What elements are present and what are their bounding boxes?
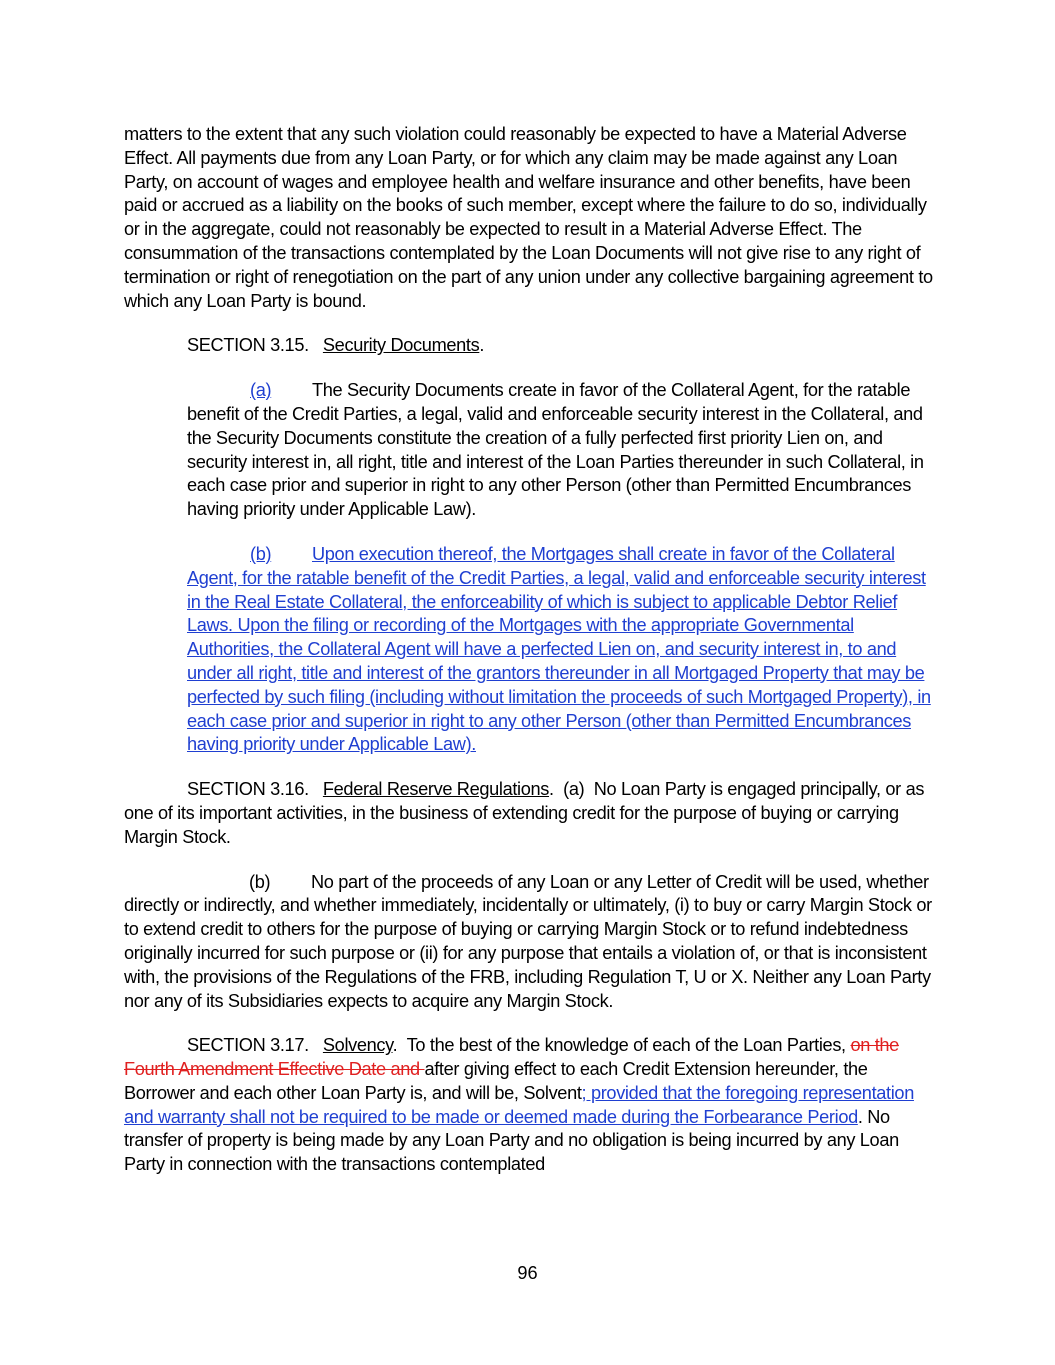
section-3-15-b xyxy=(187,543,936,757)
section-3-17-text-2: after giving effect to each Credit Extension hereunder, the Borrower and each other Loan Party is, and will be, Solvent xyxy=(124,1059,868,1103)
section-3-17-deleted-text: on the Fourth Amendment Effective Date and xyxy=(124,1035,899,1080)
section-3-16-b-text: No part of the proceeds of any Loan or any Letter of Credit will be used, whether directly or indirectly, and whether immediately, incidentally or ultimately, (i) to buy or carry Margin Stock or to extend credit to others for the purpose of buying or carrying Margin Stock or to refund indebtedness originally incurred for such purpose or (ii) for any purpose that entails a violation of, or that is inconsistent with, the provisions of the Regulations of the FRB, including Regulation T, U or X. Neither any Loan Party nor any of its Subsidiaries expects to acquire any Margin Stock. xyxy=(124,871,932,1011)
section-3-17-inserted-text: ; provided that the foregoing representation and warranty shall not be required to be made or deemed made during the Forbearance Period xyxy=(124,1082,914,1127)
section-3-17-heading: SECTION 3.17. Solvency. To the best of the knowledge of each of the Loan Parties, on the Fourth Amendment Effective Date and after giving effect to each Credit Extension hereunder, the Borrower and each other Loan Party is, and will be, Solvent; provided that the foregoing representation and warranty shall not be required to be made or deemed made during the Forbearance Period. No transfer of property is being made by any Loan Party and no obligation is being incurred by any Loan Party in connection with the transactions contemplated xyxy=(124,1035,914,1175)
section-3-15-b-label: (b) xyxy=(250,543,272,564)
section-3-17-text-1: To the best of the knowledge of each of the Loan Parties, xyxy=(406,1035,851,1056)
section-3-15-b-text: Upon execution thereof, the Mortgages shall create in favor of the Collateral Agent, for the ratable benefit of the Credit Parties, a legal, valid and enforceable security interest in the Real Estate Collateral, the enforceability of which is subject to applicable Debtor Relief Laws. Upon the filing or recording of the Mortgages with the appropriate Governmental Authorities, the Collateral Agent will have a perfected Lien on, and security interest in, to and under all right, title and interest of the grantors thereunder in all Mortgaged Property that may be perfected by such filing (including without limitation the proceeds of such Mortgaged Property), in each case prior and superior in right to any other Person (other than Permitted Encumbrances having priority under Applicable Law). xyxy=(187,543,931,755)
section-3-16-title: Federal Reserve Regulations xyxy=(322,779,550,800)
section-3-15-a xyxy=(187,379,936,522)
page-number: 96 xyxy=(517,1263,538,1283)
section-3-17-text-3: . No transfer of property is being made by any Loan Party and no obligation is being incurred by any Loan Party in connection with the transactions contemplated xyxy=(124,1106,899,1175)
section-3-16-b-label: (b) xyxy=(249,871,271,892)
intro-paragraph: matters to the extent that any such violation could reasonably be expected to have a Material Adverse Effect. All payments due from any Loan Party, or for which any claim may be made against any Loan Party, on account of wages and employee health and welfare insurance and other benefits, have been paid or accrued as a liability on the books of such member, except where the failure to do so, individually or in the aggregate, could not reasonably be expected to result in a Material Adverse Effect. The consummation of the transactions contemplated by the Loan Documents will not give rise to any right of termination or right of renegotiation on the part of any union under any collective bargaining agreement to which any Loan Party is bound. xyxy=(124,124,933,311)
section-3-15-heading: SECTION 3.15. Security Documents. xyxy=(187,335,485,356)
section-3-16-number: SECTION 3.16. xyxy=(187,779,309,800)
section-3-16-b xyxy=(124,871,936,1014)
section-3-16-a-label: (a) xyxy=(563,779,585,800)
section-3-15-a-text: The Security Documents create in favor of the Collateral Agent, for the ratable benefit of the Credit Parties, a legal, valid and enforceable security interest in the Collateral, and the Security Documents constitute the creation of a fully perfected first priority Lien on, and security interest in, all right, title and interest of the Loan Parties thereunder in such Collateral, in each case prior and superior in right to any other Person (other than Permitted Encumbrances having priority under Applicable Law). xyxy=(187,380,924,520)
section-3-17-title: Solvency xyxy=(322,1035,393,1056)
section-3-15-number: SECTION 3.15. xyxy=(187,335,309,356)
section-3-15-a-label: (a) xyxy=(250,380,272,401)
section-3-17-number: SECTION 3.17. xyxy=(187,1035,309,1056)
section-3-15-title: Security Documents xyxy=(322,335,480,356)
section-3-16-a-text: No Loan Party is engaged principally, or as one of its important activities, in the business of extending credit for the purpose of buying or carrying Margin Stock. xyxy=(124,779,925,847)
section-3-16-heading: SECTION 3.16. Federal Reserve Regulations. (a) No Loan Party is engaged principally, or as one of its important activities, in the business of extending credit for the purpose of buying or carrying Margin Stock. xyxy=(124,779,925,847)
document-page xyxy=(124,123,936,1177)
